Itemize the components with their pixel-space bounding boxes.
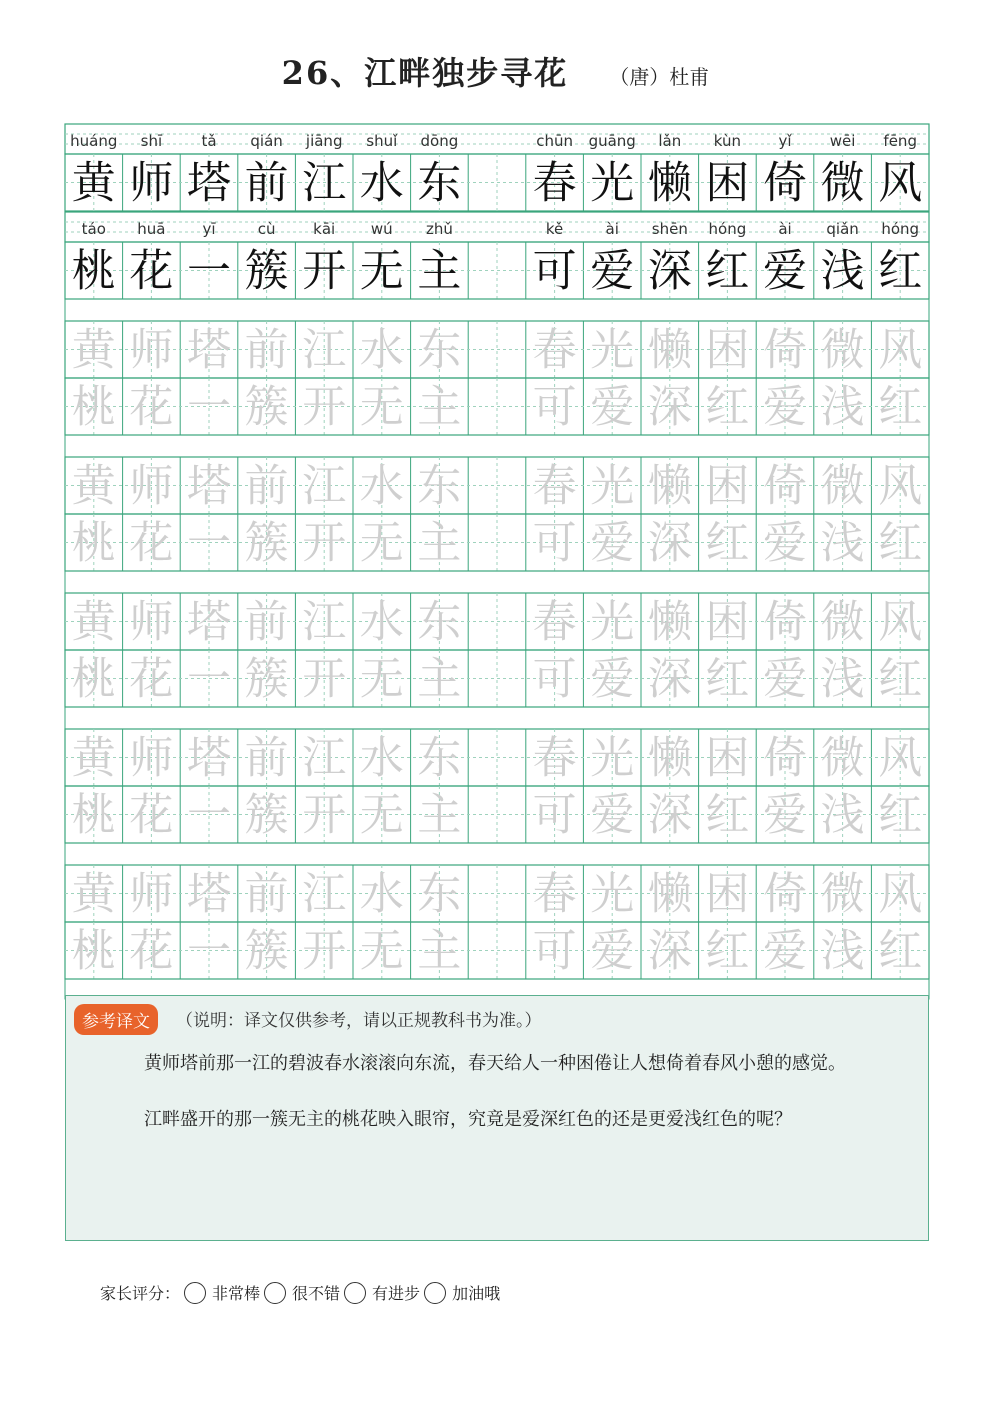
pinyin-syllable: huáng xyxy=(70,132,118,150)
translation-badge: 参考译文 xyxy=(74,1004,158,1035)
trace-character: 懒 xyxy=(647,460,692,512)
trace-character: 开 xyxy=(302,381,347,433)
trace-character: 春 xyxy=(532,460,577,512)
trace-character: 水 xyxy=(359,596,404,648)
trace-character: 黄 xyxy=(71,732,116,784)
pinyin-syllable: hóng xyxy=(708,220,747,238)
pinyin-syllable: shī xyxy=(140,132,163,150)
model-character: 爱 xyxy=(590,245,635,297)
trace-character: 无 xyxy=(359,381,404,433)
trace-character: 簇 xyxy=(244,789,289,841)
trace-character: 师 xyxy=(129,596,174,648)
pinyin-syllable: shēn xyxy=(651,220,688,238)
trace-character: 浅 xyxy=(820,517,865,569)
model-character: 水 xyxy=(359,157,404,209)
trace-character: 春 xyxy=(532,868,577,920)
pinyin-syllable: ài xyxy=(778,220,792,238)
model-character: 浅 xyxy=(820,245,865,297)
translation-line-2: 江畔盛开的那一簇无主的桃花映入眼帘，究竟是爱深红色的还是更爱浅红色的呢？ xyxy=(144,1109,792,1130)
trace-character: 爱 xyxy=(590,381,635,433)
trace-character: 困 xyxy=(705,460,750,512)
trace-character: 浅 xyxy=(820,381,865,433)
trace-character: 红 xyxy=(705,789,750,841)
trace-character: 塔 xyxy=(187,324,231,376)
pinyin-syllable: kùn xyxy=(713,132,742,150)
trace-character: 红 xyxy=(878,517,923,569)
trace-character: 深 xyxy=(647,517,692,569)
parent-rating xyxy=(100,1281,500,1304)
trace-character: 倚 xyxy=(763,460,807,512)
trace-character: 簇 xyxy=(244,925,289,977)
spacer-row xyxy=(65,571,929,593)
trace-character: 塔 xyxy=(187,732,231,784)
trace-character: 师 xyxy=(129,868,174,920)
pinyin-syllable: dōng xyxy=(420,132,459,150)
trace-character: 浅 xyxy=(820,925,865,977)
trace-character: 深 xyxy=(647,925,692,977)
model-character: 无 xyxy=(359,245,404,297)
pinyin-syllable: wēi xyxy=(829,132,856,150)
trace-character: 前 xyxy=(244,596,289,648)
pinyin-syllable: wú xyxy=(370,220,393,238)
trace-character: 水 xyxy=(359,868,404,920)
model-character: 花 xyxy=(129,245,174,297)
pinyin-syllable: fēng xyxy=(883,132,917,150)
pinyin-syllable: qiǎn xyxy=(826,220,859,238)
rating-option-4[interactable]: 加油哦 xyxy=(424,1281,500,1304)
pinyin-syllable: lǎn xyxy=(658,132,682,150)
model-character: 一 xyxy=(187,245,231,297)
trace-character: 爱 xyxy=(763,517,807,569)
trace-character: 可 xyxy=(532,517,577,569)
trace-character: 主 xyxy=(417,789,462,841)
trace-character: 风 xyxy=(878,596,923,648)
trace-character: 红 xyxy=(705,381,750,433)
trace-character: 师 xyxy=(129,460,174,512)
model-character: 爱 xyxy=(763,245,807,297)
trace-character: 一 xyxy=(187,653,231,705)
trace-character: 红 xyxy=(705,653,750,705)
trace-character: 塔 xyxy=(187,460,231,512)
trace-character: 桃 xyxy=(71,653,116,705)
spacer-row xyxy=(65,843,929,865)
radio-circle-icon[interactable] xyxy=(344,1282,366,1304)
trace-character: 开 xyxy=(302,925,347,977)
pinyin-row-border xyxy=(65,124,929,154)
pinyin-syllable: kě xyxy=(545,220,564,238)
trace-character: 黄 xyxy=(71,324,116,376)
pinyin-syllable: guāng xyxy=(588,132,636,150)
trace-character: 红 xyxy=(878,653,923,705)
trace-character: 簇 xyxy=(244,517,289,569)
trace-character: 爱 xyxy=(590,517,635,569)
trace-character: 东 xyxy=(417,596,462,648)
pinyin-syllable: jiāng xyxy=(305,132,343,150)
trace-character: 春 xyxy=(532,324,577,376)
trace-character: 困 xyxy=(705,732,750,784)
trace-character: 师 xyxy=(129,324,174,376)
trace-character: 倚 xyxy=(763,596,807,648)
trace-character: 红 xyxy=(878,381,923,433)
trace-character: 红 xyxy=(705,517,750,569)
trace-character: 风 xyxy=(878,868,923,920)
trace-character: 光 xyxy=(590,460,635,512)
trace-character: 红 xyxy=(705,925,750,977)
trace-character: 风 xyxy=(878,324,923,376)
trace-character: 前 xyxy=(244,868,289,920)
trace-character: 红 xyxy=(878,925,923,977)
model-character: 开 xyxy=(302,245,347,297)
pinyin-syllable: ài xyxy=(605,220,619,238)
model-character: 主 xyxy=(417,245,462,297)
translation-panel xyxy=(65,995,929,1241)
trace-character: 前 xyxy=(244,732,289,784)
trace-character: 东 xyxy=(417,868,462,920)
model-character: 春 xyxy=(532,157,577,209)
trace-character: 水 xyxy=(359,324,404,376)
trace-character: 江 xyxy=(302,460,347,512)
trace-character: 深 xyxy=(647,653,692,705)
trace-character: 懒 xyxy=(647,596,692,648)
trace-character: 爱 xyxy=(763,789,807,841)
trace-character: 倚 xyxy=(763,732,807,784)
trace-character: 师 xyxy=(129,732,174,784)
trace-character: 开 xyxy=(302,653,347,705)
trace-character: 浅 xyxy=(820,653,865,705)
trace-character: 无 xyxy=(359,789,404,841)
model-character: 东 xyxy=(417,157,462,209)
trace-character: 可 xyxy=(532,789,577,841)
trace-character: 桃 xyxy=(71,789,116,841)
trace-character: 江 xyxy=(302,868,347,920)
trace-character: 微 xyxy=(820,460,865,512)
trace-character: 花 xyxy=(129,925,174,977)
pinyin-syllable: zhǔ xyxy=(425,220,453,238)
trace-character: 一 xyxy=(187,925,231,977)
trace-character: 爱 xyxy=(763,653,807,705)
trace-character: 花 xyxy=(129,517,174,569)
trace-character: 红 xyxy=(878,789,923,841)
model-character: 前 xyxy=(244,157,289,209)
trace-character: 春 xyxy=(532,732,577,784)
trace-character: 水 xyxy=(359,460,404,512)
trace-character: 困 xyxy=(705,324,750,376)
trace-character: 一 xyxy=(187,381,231,433)
trace-character: 桃 xyxy=(71,925,116,977)
spacer-row xyxy=(65,707,929,729)
rating-option-3[interactable]: 有进步 xyxy=(344,1281,420,1304)
radio-circle-icon[interactable] xyxy=(264,1282,286,1304)
model-character: 江 xyxy=(302,157,347,209)
model-character: 倚 xyxy=(763,157,807,209)
trace-character: 前 xyxy=(244,324,289,376)
model-character: 黄 xyxy=(71,157,116,209)
trace-character: 塔 xyxy=(187,596,231,648)
model-character: 簇 xyxy=(244,245,289,297)
trace-character: 花 xyxy=(129,381,174,433)
model-character: 光 xyxy=(590,157,635,209)
trace-character: 簇 xyxy=(244,381,289,433)
trace-character: 微 xyxy=(820,324,865,376)
trace-character: 江 xyxy=(302,732,347,784)
trace-character: 江 xyxy=(302,596,347,648)
trace-character: 主 xyxy=(417,381,462,433)
trace-character: 懒 xyxy=(647,868,692,920)
pinyin-syllable: hóng xyxy=(881,220,920,238)
trace-character: 无 xyxy=(359,925,404,977)
trace-character: 光 xyxy=(590,596,635,648)
trace-character: 可 xyxy=(532,381,577,433)
rating-label: 家长评分： xyxy=(100,1284,181,1303)
trace-character: 倚 xyxy=(763,324,807,376)
trace-character: 黄 xyxy=(71,460,116,512)
trace-character: 微 xyxy=(820,596,865,648)
model-character: 塔 xyxy=(187,157,231,209)
trace-character: 水 xyxy=(359,732,404,784)
pinyin-syllable: cù xyxy=(257,220,276,238)
pinyin-syllable: táo xyxy=(81,220,106,238)
model-character: 懒 xyxy=(647,157,692,209)
trace-character: 簇 xyxy=(244,653,289,705)
pinyin-syllable: qián xyxy=(250,132,283,150)
trace-character: 爱 xyxy=(590,789,635,841)
trace-character: 东 xyxy=(417,460,462,512)
trace-character: 主 xyxy=(417,925,462,977)
model-character: 困 xyxy=(705,157,750,209)
pinyin-row-border xyxy=(65,212,929,242)
trace-character: 懒 xyxy=(647,732,692,784)
model-character: 可 xyxy=(532,245,577,297)
trace-character: 可 xyxy=(532,653,577,705)
pinyin-syllable: tǎ xyxy=(201,132,217,150)
trace-character: 爱 xyxy=(590,925,635,977)
translation-line-1: 黄师塔前那一江的碧波春水滚滚向东流，春天给人一种困倦让人想倚着春风小憩的感觉。 xyxy=(144,1053,846,1074)
trace-character: 深 xyxy=(647,789,692,841)
trace-character: 黄 xyxy=(71,596,116,648)
trace-character: 微 xyxy=(820,868,865,920)
translation-note: （说明：译文仅供参考，请以正规教科书为准。） xyxy=(176,1011,542,1031)
pinyin-syllable: shuǐ xyxy=(366,132,398,150)
trace-character: 光 xyxy=(590,324,635,376)
model-character: 微 xyxy=(820,157,865,209)
spacer-row xyxy=(65,299,929,321)
pinyin-syllable: chūn xyxy=(536,132,573,150)
trace-character: 桃 xyxy=(71,381,116,433)
trace-character: 无 xyxy=(359,653,404,705)
poem-author: （唐）杜甫 xyxy=(609,65,710,89)
trace-character: 前 xyxy=(244,460,289,512)
trace-character: 爱 xyxy=(590,653,635,705)
trace-character: 花 xyxy=(129,653,174,705)
trace-character: 浅 xyxy=(820,789,865,841)
model-character: 师 xyxy=(129,157,174,209)
model-character: 深 xyxy=(647,245,692,297)
trace-character: 开 xyxy=(302,517,347,569)
trace-character: 江 xyxy=(302,324,347,376)
rating-option-2[interactable]: 很不错 xyxy=(264,1281,340,1304)
trace-character: 主 xyxy=(417,517,462,569)
trace-character: 塔 xyxy=(187,868,231,920)
model-character: 风 xyxy=(878,157,923,209)
spacer-row xyxy=(65,435,929,457)
trace-character: 爱 xyxy=(763,925,807,977)
trace-character: 困 xyxy=(705,868,750,920)
pinyin-syllable: yī xyxy=(202,220,216,238)
trace-character: 微 xyxy=(820,732,865,784)
trace-character: 风 xyxy=(878,732,923,784)
trace-character: 春 xyxy=(532,596,577,648)
trace-character: 爱 xyxy=(763,381,807,433)
trace-character: 无 xyxy=(359,517,404,569)
trace-character: 倚 xyxy=(763,868,807,920)
pinyin-syllable: yǐ xyxy=(778,132,792,150)
trace-character: 可 xyxy=(532,925,577,977)
radio-circle-icon[interactable] xyxy=(424,1282,446,1304)
trace-character: 风 xyxy=(878,460,923,512)
trace-character: 开 xyxy=(302,789,347,841)
model-character: 红 xyxy=(878,245,923,297)
radio-circle-icon[interactable] xyxy=(184,1282,206,1304)
trace-character: 东 xyxy=(417,324,462,376)
trace-character: 深 xyxy=(647,381,692,433)
model-character: 红 xyxy=(705,245,750,297)
trace-character: 桃 xyxy=(71,517,116,569)
trace-character: 黄 xyxy=(71,868,116,920)
trace-character: 困 xyxy=(705,596,750,648)
pinyin-syllable: huā xyxy=(137,220,166,238)
trace-character: 光 xyxy=(590,868,635,920)
trace-character: 一 xyxy=(187,789,231,841)
pinyin-syllable: kāi xyxy=(313,220,336,238)
rating-option-1[interactable]: 非常棒 xyxy=(184,1281,260,1304)
trace-character: 懒 xyxy=(647,324,692,376)
poem-title: 26、江畔独步寻花 xyxy=(281,54,569,92)
trace-character: 一 xyxy=(187,517,231,569)
model-character: 桃 xyxy=(71,245,116,297)
trace-character: 花 xyxy=(129,789,174,841)
trace-character: 东 xyxy=(417,732,462,784)
trace-character: 光 xyxy=(590,732,635,784)
trace-character: 主 xyxy=(417,653,462,705)
